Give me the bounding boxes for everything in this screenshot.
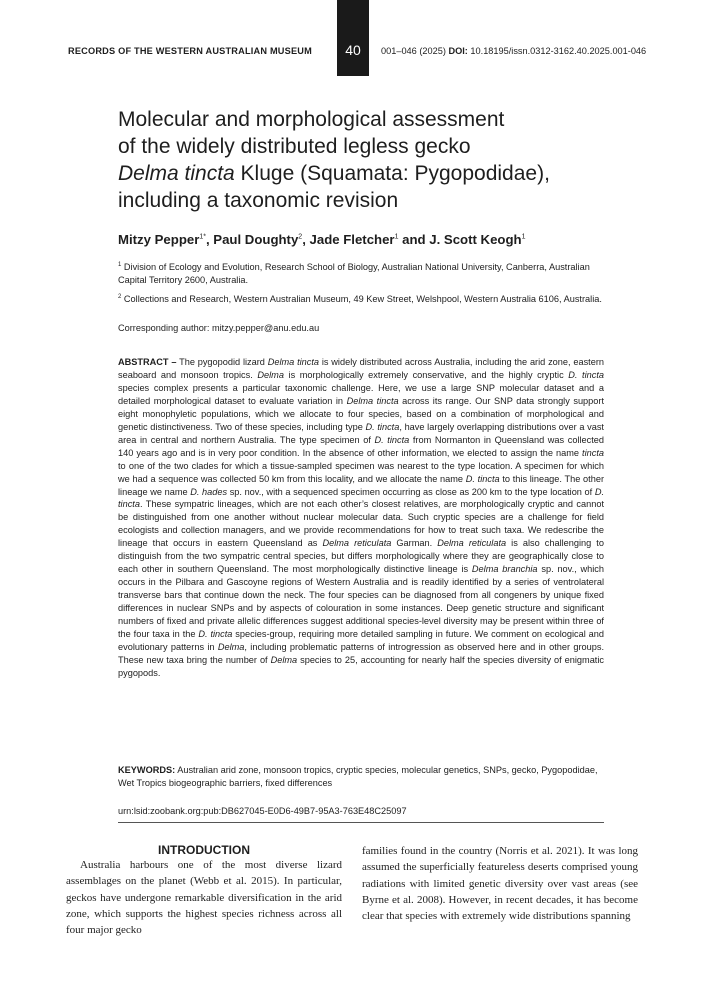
taxon-name: D. tincta — [568, 369, 605, 380]
page-number: 40 — [345, 42, 361, 58]
author-affiliation-marker: 2 — [298, 233, 303, 241]
affiliation-marker: 2 — [118, 294, 122, 300]
affiliation-marker: 1 — [118, 262, 122, 268]
author-name: Jade Fletcher — [309, 232, 395, 247]
keywords — [118, 764, 604, 790]
taxon-name: Delma tincta — [267, 357, 320, 367]
affiliation-2 — [118, 291, 608, 306]
citation-doi — [381, 46, 646, 56]
taxon-name: D. tincta — [365, 421, 400, 432]
keywords-label: KEYWORDS: — [118, 765, 176, 775]
keywords-text: Australian arid zone, monsoon tropics, cryptic species, molecular genetics, SNPs, gecko, Pygopodidae, Wet Tropics biogeographic barriers, fixed differences — [118, 765, 598, 788]
corresponding-author[interactable]: Corresponding author: mitzy.pepper@anu.edu.au — [118, 323, 320, 333]
author-affiliation-marker: 1 — [521, 233, 526, 241]
taxon-name: D. tincta — [198, 629, 233, 640]
article-title — [118, 106, 618, 214]
taxon-name: D. tincta — [118, 486, 605, 510]
title-line-4: including a taxonomic revision — [118, 189, 399, 212]
taxon-name: tincta — [582, 447, 604, 458]
taxon-name: Delma reticulata — [322, 538, 392, 549]
affiliation-text: Division of Ecology and Evolution, Research School of Biology, Australian National University, Canberra, Australian Capital Territory 2600, Australia. — [118, 262, 590, 286]
title-species-name: Delma tincta — [118, 162, 235, 185]
doi-link[interactable]: 10.18195/issn.0312-3162.40.2025.001-046 — [470, 46, 647, 56]
taxon-name: Delma — [217, 641, 245, 652]
author-name: J. Scott Keogh — [429, 232, 522, 247]
title-line-1: Molecular and morphological assessment — [118, 108, 505, 131]
zoobank-urn[interactable]: urn:lsid:zoobank.org:pub:DB627045-E0D6-49B7-95A3-763E48C25097 — [118, 806, 407, 816]
affiliation-1 — [118, 259, 608, 287]
abstract — [118, 356, 604, 680]
page-range: 001–046 (2025) — [381, 46, 446, 56]
taxon-name: D. tincta — [465, 473, 500, 484]
title-line-2: of the widely distributed legless gecko — [118, 135, 471, 158]
abstract-label: ABSTRACT – — [118, 357, 177, 367]
taxon-name: Delma branchia — [471, 564, 538, 575]
section-divider — [118, 822, 604, 823]
taxon-name: Delma tincta — [346, 395, 399, 406]
author-name: Mitzy Pepper — [118, 232, 200, 247]
taxon-name: D. tincta — [374, 434, 410, 445]
author-affiliation-marker: 1* — [199, 233, 206, 241]
taxon-name: Delma reticulata — [437, 538, 507, 549]
intro-column-right: families found in the country (Norris et al. 2021). It was long assumed the superficially featureless deserts comprised young radiations with limited genetic diversity over vast areas (see Byrne et al. 2008). However, in recent decades, it has become clear that species with extremely wide distributions spanning — [362, 845, 638, 923]
abstract-body: The pygopodid lizard Delma tincta is widely distributed across Australia, including the arid zone, eastern seaboard and monsoon tropics. Delma is morphologically extremely conservative, and the highly cryptic D. tincta species complex presents a particular taxonomic challenge. Here, we use a large SNP molecular dataset and a detailed morphological dataset to evaluate variation in Delma tincta across its range. Our SNP data strongly support eight monophyletic populations, which we allocate to four species, based on a combination of morphological and genetic distinctiveness. Two of these species, including type D. tincta, have largely overlapping distributions over a vast area in central and northern Australia. The type specimen of D. tincta from Normanton in Queensland was collected 140 years ago and is in very poor condition. In the absence of other information, we elected to assign the name tincta to one of the two clades for which a tissue-sampled specimen was nearest to the type location. A specimen for which we had a sequence was collected 50 km from this locality, and we allocate the name D. tincta to this lineage. The other lineage we name D. hades sp. nov., with a sequenced specimen occurring as close as 200 km to the type location of D. tincta. These sympatric lineages, which are not each other’s closest relatives, are morphologically cryptic and cannot be distinguished from one another without nuclear molecular data. Such cryptic species are a challenge for field ecologists and collection managers, and we provide recommendations for how to treat such taxa. We redescribe the lineage that occurs in eastern Queensland as Delma reticulata Garman. Delma reticulata is also challenging to distinguish from the two sympatric central species, but differs morphologically where they are geographically close to each other in southern Queensland. The most morphologically distinctive lineage is Delma branchia sp. nov., which occurs in the Pilbara and Gascoyne regions of Western Australia and is readily identified by a series of ventrolateral transverse bars that continue down the neck. The four species can be diagnosed from all congeners by unique fixed differences in nuclear SNPs and by aspects of colouration in some instances. Deep genetic structure and significant numbers of fixed and private allelic differences suggest additional species-level diversity may be present within three of the four taxa in the D. tincta species-group, requiring more detailed sampling in future. We comment on ecological and evolutionary patterns in Delma, including problematic patterns of introgression as observed here and in other groups. These new taxa bring the number of Delma species to 25, accounting for nearly half the species diversity of enigmatic pygopods. — [118, 357, 605, 678]
journal-name: RECORDS OF THE WESTERN AUSTRALIAN MUSEUM — [68, 46, 312, 56]
author-affiliation-marker: 1 — [394, 233, 399, 241]
title-line-3: Kluge (Squamata: Pygopodidae), — [234, 162, 550, 185]
intro-column-left: Australia harbours one of the most diverse lizard assemblages on the planet (Webb et al. 2015). In particular, geckos have undergone remarkable diversification in the arid zone, which supports the highest species richness across all four major gecko — [66, 859, 342, 937]
page-number-box — [337, 0, 369, 76]
taxon-name: Delma — [257, 369, 284, 380]
taxon-name: D. hades — [190, 486, 228, 497]
author-name: Paul Doughty — [213, 232, 299, 247]
doi-label: DOI: — [448, 46, 468, 56]
page-header — [0, 0, 704, 80]
introduction-heading: INTRODUCTION — [158, 843, 250, 857]
taxon-name: Delma — [270, 654, 298, 665]
affiliation-text: Collections and Research, Western Australian Museum, 49 Kew Street, Welshpool, Western Australia 6106, Australia. — [123, 294, 602, 305]
author-list: Mitzy Pepper$^{1*}$, Paul Doughty$^2$, Jade Fletcher$^1$ and J. Scott Keogh$^1$ — [118, 232, 526, 247]
